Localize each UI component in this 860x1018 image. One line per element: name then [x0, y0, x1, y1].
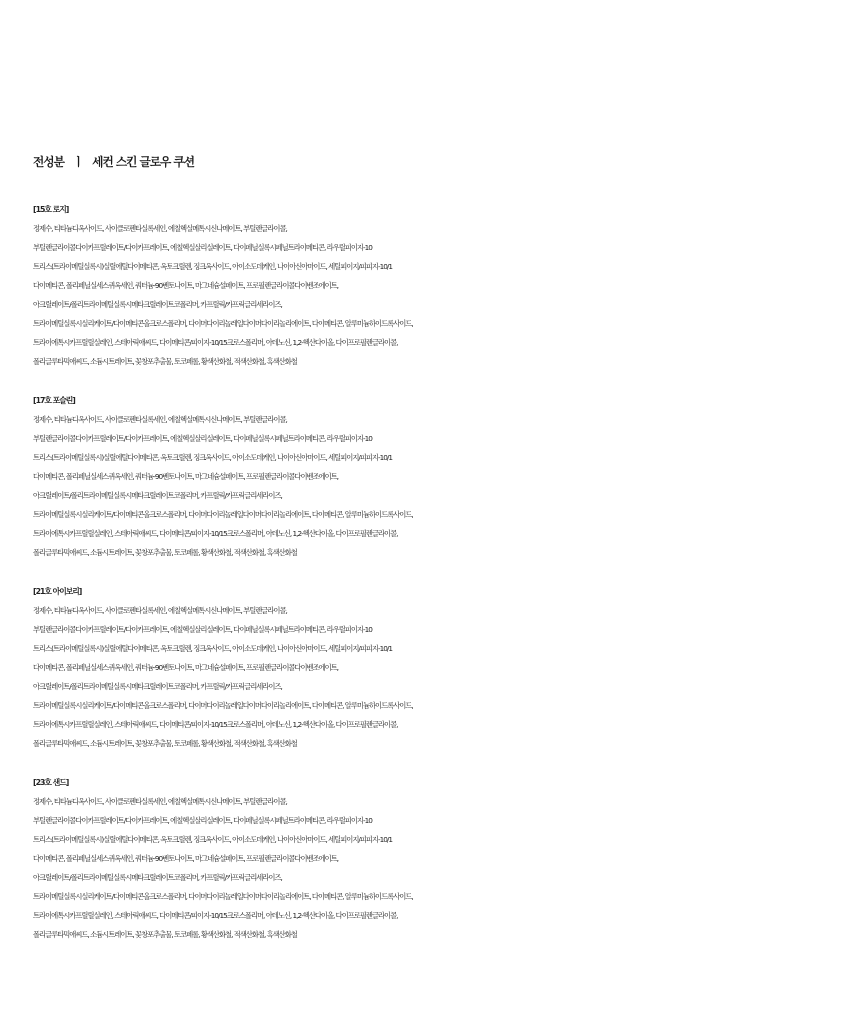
- ingredient-line: 트라이메틸실록시실리케이트/다이메티콘올크로스폴리머, 다이머다이리놀레일다이머다이리놀리에이트, 다이메티콘, 알루미늄하이드록사이드,: [33, 892, 413, 901]
- shade-name: [17호 포슬린]: [33, 396, 75, 405]
- shade-name: [21호 아이보리]: [33, 587, 82, 596]
- ingredient-line: 트라이에톡시카프릴릴실레인, 스테아릭애씨드, 다이메티콘/피이지-10/15크로스폴리머, 아데노신, 1,2-헥산다이올, 다이프로필렌글라이콜,: [33, 720, 398, 729]
- ingredient-line: 트라이메틸실록시실리케이트/다이메티콘올크로스폴리머, 다이머다이리놀레일다이머다이리놀리에이트, 다이메티콘, 알루미늄하이드록사이드,: [33, 701, 413, 710]
- ingredient-line: 부틸렌글라이콜다이카프릴레이트/다이카프레이트, 에칠헥실살리실레이트, 다이페닐실록시페닐트라이메티콘, 라우릴피이지-10: [33, 625, 372, 634]
- ingredient-line: 아크릴레이트/폴리트라이메틸실록시메타크릴레이트코폴리머, 카프릴릭/카프릭글리세라이즈,: [33, 873, 282, 882]
- ingredient-line: 부틸렌글라이콜다이카프릴레이트/다이카프레이트, 에칠헥실살리실레이트, 다이페닐실록시페닐트라이메티콘, 라우릴피이지-10: [33, 243, 372, 252]
- ingredient-line: 정제수, 티타늄디옥사이드, 사이클로펜타실록세인, 에칠헥실메톡시신나메이트, 부틸렌글라이콜,: [33, 797, 287, 806]
- ingredient-line: 트라이메틸실록시실리케이트/다이메티콘올크로스폴리머, 다이머다이리놀레일다이머다이리놀리에이트, 다이메티콘, 알루미늄하이드록사이드,: [33, 319, 413, 328]
- title-label: 전성분: [33, 155, 64, 169]
- product-name: 세컨 스킨 글로우 쿠션: [92, 155, 194, 169]
- ingredient-line: 폴리글루타믹애씨드, 소듐시트레이트, 꽃창포추출물, 토코페롤, 황색산화철, 적색산화철, 흑색산화철: [33, 357, 297, 366]
- shade-section-23: [33, 773, 860, 944]
- ingredient-line: 정제수, 티타늄디옥사이드, 사이클로펜타실록세인, 에칠헥실메톡시신나메이트, 부틸렌글라이콜,: [33, 606, 287, 615]
- ingredient-line: 트라이메틸실록시실리케이트/다이메티콘올크로스폴리머, 다이머다이리놀레일다이머다이리놀리에이트, 다이메티콘, 알루미늄하이드록사이드,: [33, 510, 413, 519]
- title-separator: ㅣ: [72, 155, 84, 169]
- ingredient-line: 다이메티콘, 폴리페닐실세스퀴옥세인, 쿼터늄-90벤토나이트, 마그네슘설페이트, 프로필렌글라이콜다이벤조에이트,: [33, 281, 339, 290]
- ingredient-line: 트라이에톡시카프릴릴실레인, 스테아릭애씨드, 다이메티콘/피이지-10/15크로스폴리머, 아데노신, 1,2-헥산다이올, 다이프로필렌글라이콜,: [33, 911, 398, 920]
- ingredient-line: 다이메티콘, 폴리페닐실세스퀴옥세인, 쿼터늄-90벤토나이트, 마그네슘설페이트, 프로필렌글라이콜다이벤조에이트,: [33, 854, 339, 863]
- ingredient-line: 트라이에톡시카프릴릴실레인, 스테아릭애씨드, 다이메티콘/피이지-10/15크로스폴리머, 아데노신, 1,2-헥산다이올, 다이프로필렌글라이콜,: [33, 338, 398, 347]
- ingredient-line: 정제수, 티타늄디옥사이드, 사이클로펜타실록세인, 에칠헥실메톡시신나메이트, 부틸렌글라이콜,: [33, 224, 287, 233]
- shade-name: [23호 샌드]: [33, 778, 69, 787]
- ingredient-line: 정제수, 티타늄디옥사이드, 사이클로펜타실록세인, 에칠헥실메톡시신나메이트, 부틸렌글라이콜,: [33, 415, 287, 424]
- shade-name: [15호 로지]: [33, 205, 69, 214]
- ingredient-line: 폴리글루타믹애씨드, 소듐시트레이트, 꽃창포추출물, 토코페롤, 황색산화철, 적색산화철, 흑색산화철: [33, 739, 297, 748]
- ingredient-line: 아크릴레이트/폴리트라이메틸실록시메타크릴레이트코폴리머, 카프릴릭/카프릭글리세라이즈,: [33, 300, 282, 309]
- ingredient-line: 부틸렌글라이콜다이카프릴레이트/다이카프레이트, 에칠헥실살리실레이트, 다이페닐실록시페닐트라이메티콘, 라우릴피이지-10: [33, 816, 372, 825]
- ingredient-line: 아크릴레이트/폴리트라이메틸실록시메타크릴레이트코폴리머, 카프릴릭/카프릭글리세라이즈,: [33, 491, 282, 500]
- shade-section-17: [33, 391, 860, 562]
- ingredient-line: 트리스(트라이메틸실록시)실릴에틸다이메티콘, 옥토크릴렌, 징크옥사이드, 아이소도데케인, 나이아신아마이드, 세틸피이지/피피지-10/1: [33, 262, 392, 271]
- ingredient-line: 부틸렌글라이콜다이카프릴레이트/다이카프레이트, 에칠헥실살리실레이트, 다이페닐실록시페닐트라이메티콘, 라우릴피이지-10: [33, 434, 372, 443]
- ingredient-line: 다이메티콘, 폴리페닐실세스퀴옥세인, 쿼터늄-90벤토나이트, 마그네슘설페이트, 프로필렌글라이콜다이벤조에이트,: [33, 663, 339, 672]
- ingredient-line: 트리스(트라이메틸실록시)실릴에틸다이메티콘, 옥토크릴렌, 징크옥사이드, 아이소도데케인, 나이아신아마이드, 세틸피이지/피피지-10/1: [33, 835, 392, 844]
- ingredient-line: 아크릴레이트/폴리트라이메틸실록시메타크릴레이트코폴리머, 카프릴릭/카프릭글리세라이즈,: [33, 682, 282, 691]
- shade-section-21: [33, 582, 860, 753]
- shade-section-15: [33, 200, 860, 371]
- page-title: [33, 150, 860, 174]
- ingredient-line: 폴리글루타믹애씨드, 소듐시트레이트, 꽃창포추출물, 토코페롤, 황색산화철, 적색산화철, 흑색산화철: [33, 548, 297, 557]
- ingredient-line: 폴리글루타믹애씨드, 소듐시트레이트, 꽃창포추출물, 토코페롤, 황색산화철, 적색산화철, 흑색산화철: [33, 930, 297, 939]
- ingredient-line: 트리스(트라이메틸실록시)실릴에틸다이메티콘, 옥토크릴렌, 징크옥사이드, 아이소도데케인, 나이아신아마이드, 세틸피이지/피피지-10/1: [33, 453, 392, 462]
- ingredient-line: 다이메티콘, 폴리페닐실세스퀴옥세인, 쿼터늄-90벤토나이트, 마그네슘설페이트, 프로필렌글라이콜다이벤조에이트,: [33, 472, 339, 481]
- ingredient-line: 트리스(트라이메틸실록시)실릴에틸다이메티콘, 옥토크릴렌, 징크옥사이드, 아이소도데케인, 나이아신아마이드, 세틸피이지/피피지-10/1: [33, 644, 392, 653]
- ingredient-line: 트라이에톡시카프릴릴실레인, 스테아릭애씨드, 다이메티콘/피이지-10/15크로스폴리머, 아데노신, 1,2-헥산다이올, 다이프로필렌글라이콜,: [33, 529, 398, 538]
